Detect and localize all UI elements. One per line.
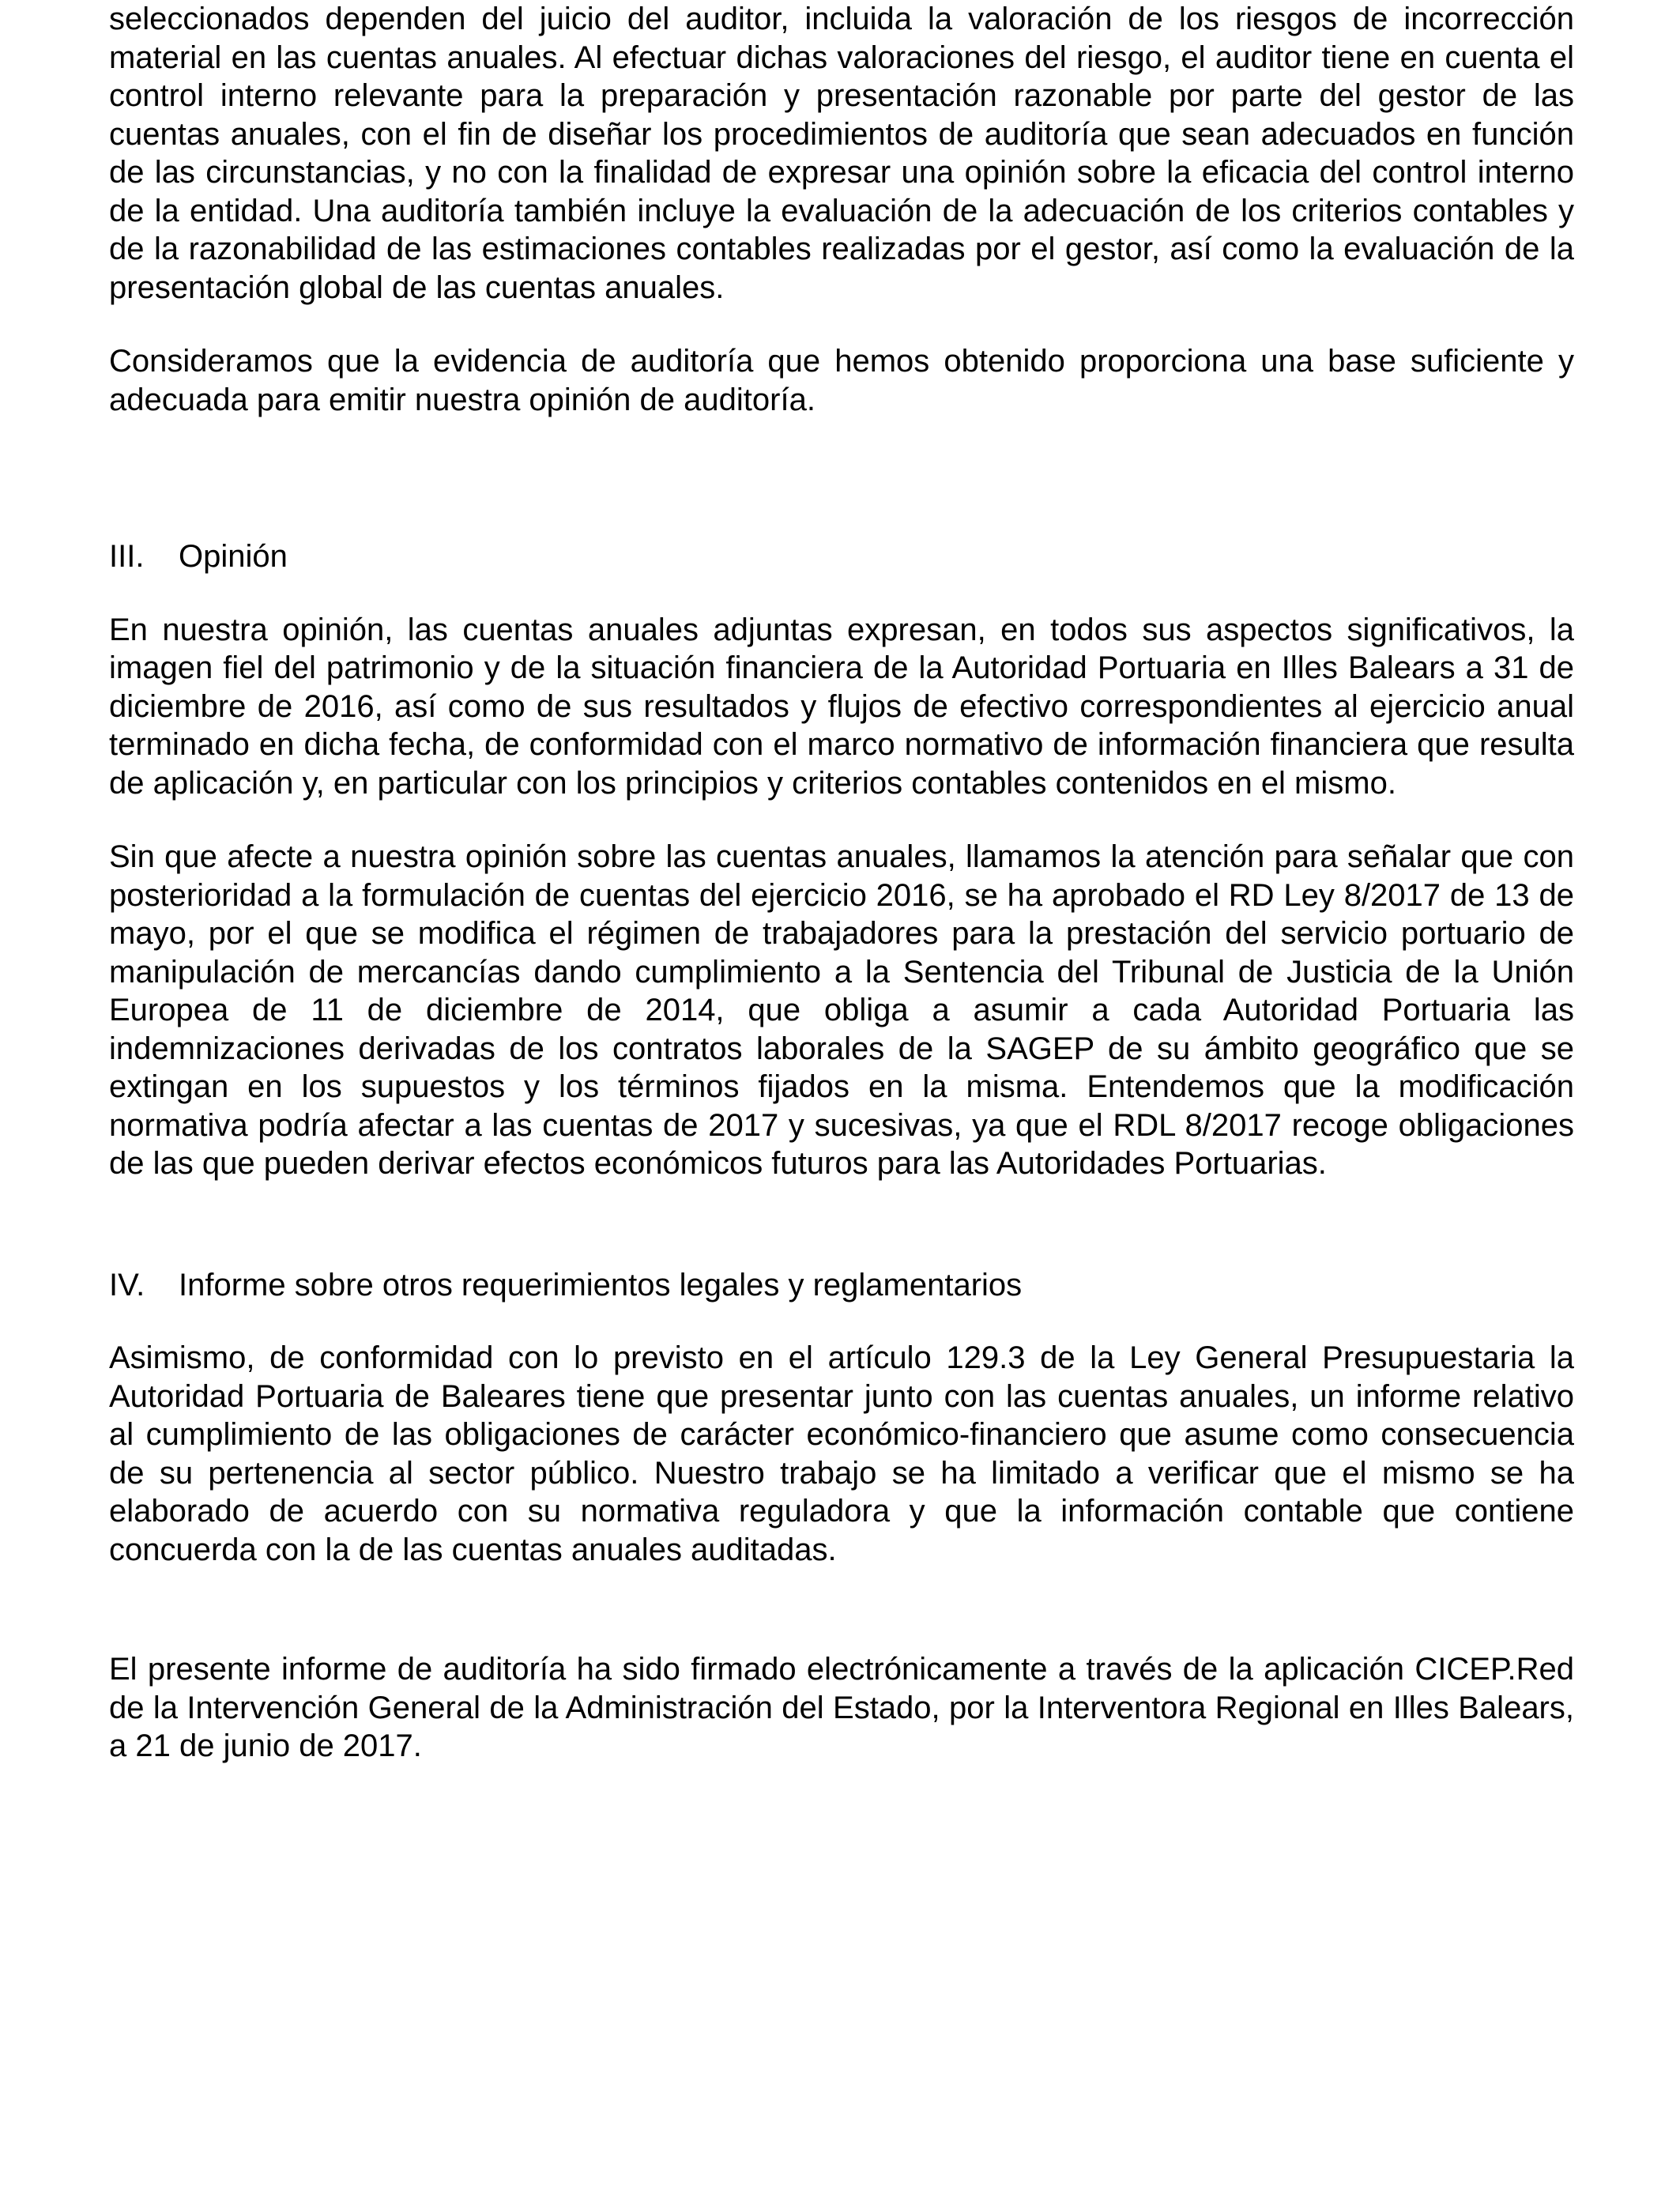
- paragraph-emphasis-of-matter: Sin que afecte a nuestra opinión sobre las cuentas anuales, llamamos la atención para señalar que con posterioridad a la formulación de cuentas del ejercicio 2016, se ha aprobado el RD Ley 8/2017 de 13 de mayo, por el que se modifica el régimen de trabajadores para la prestación del servicio portuario de manipulación de mercancías dando cumplimiento a la Sentencia del Tribunal de Justicia de la Unión Europea de 11 de diciembre de 2014, que obliga a asumir a cada Autoridad Portuaria las indemnizaciones derivadas de los contratos laborales de la SAGEP de su ámbito geográfico que se extingan en los supuestos y los términos fijados en la misma. Entendemos que la modificación normativa podría afectar a las cuentas de 2017 y sucesivas, ya que el RDL 8/2017 recoge obligaciones de las que pueden derivar efectos económicos futuros para las Autoridades Portuarias.: [109, 839, 1574, 1181]
- paragraph-audit-evidence: Consideramos que la evidencia de auditoría que hemos obtenido proporciona una base suficiente y adecuada para emitir nuestra opinión de auditoría.: [109, 344, 1574, 417]
- paragraph-electronic-signature: El presente informe de auditoría ha sido firmado electrónicamente a través de la aplicación CICEP.Red de la Intervención General de la Administración del Estado, por la Interventora Regional en Illes Balears, a 21 de junio de 2017.: [109, 1652, 1574, 1763]
- section-number-opinion: III.: [109, 539, 145, 574]
- document-body: [109, 0, 1574, 1766]
- section-title-other-requirements: Informe sobre otros requerimientos legales y reglamentarios: [179, 1267, 1023, 1302]
- paragraph-audit-risk: seleccionados dependen del juicio del auditor, incluida la valoración de los riesgos de incorrección material en las cuentas anuales. Al efectuar dichas valoraciones del riesgo, el auditor tiene en cuenta el control interno relevante para la preparación y presentación razonable por parte del gestor de las cuentas anuales, con el fin de diseñar los procedimientos de auditoría que sean adecuados en función de las circunstancias, y no con la finalidad de expresar una opinión sobre la eficacia del control interno de la entidad. Una auditoría también incluye la evaluación de la adecuación de los criterios contables y de la razonabilidad de las estimaciones contables realizadas por el gestor, así como la evaluación de la presentación global de las cuentas anuales.: [109, 2, 1574, 305]
- section-heading-opinion: [109, 537, 1574, 576]
- paragraph-opinion: En nuestra opinión, las cuentas anuales adjuntas expresan, en todos sus aspectos significativos, la imagen fiel del patrimonio y de la situación financiera de la Autoridad Portuaria en Illes Balears a 31 de diciembre de 2016, así como de sus resultados y flujos de efectivo correspondientes al ejercicio anual terminado en dicha fecha, de conformidad con el marco normativo de información financiera que resulta de aplicación y, en particular con los principios y criterios contables contenidos en el mismo.: [109, 612, 1574, 801]
- section-heading-other-requirements: [109, 1266, 1574, 1305]
- section-title-opinion: Opinión: [179, 539, 288, 574]
- paragraph-other-requirements: Asimismo, de conformidad con lo previsto en el artículo 129.3 de la Ley General Presupuestaria la Autoridad Portuaria de Baleares tiene que presentar junto con las cuentas anuales, un informe relativo al cumplimiento de las obligaciones de carácter económico-financiero que asume como consecuencia de su pertenencia al sector público. Nuestro trabajo se ha limitado a verificar que el mismo se ha elaborado de acuerdo con su normativa reguladora y que la información contable que contiene concuerda con la de las cuentas anuales auditadas.: [109, 1340, 1574, 1567]
- section-number-other-requirements: IV.: [109, 1267, 145, 1302]
